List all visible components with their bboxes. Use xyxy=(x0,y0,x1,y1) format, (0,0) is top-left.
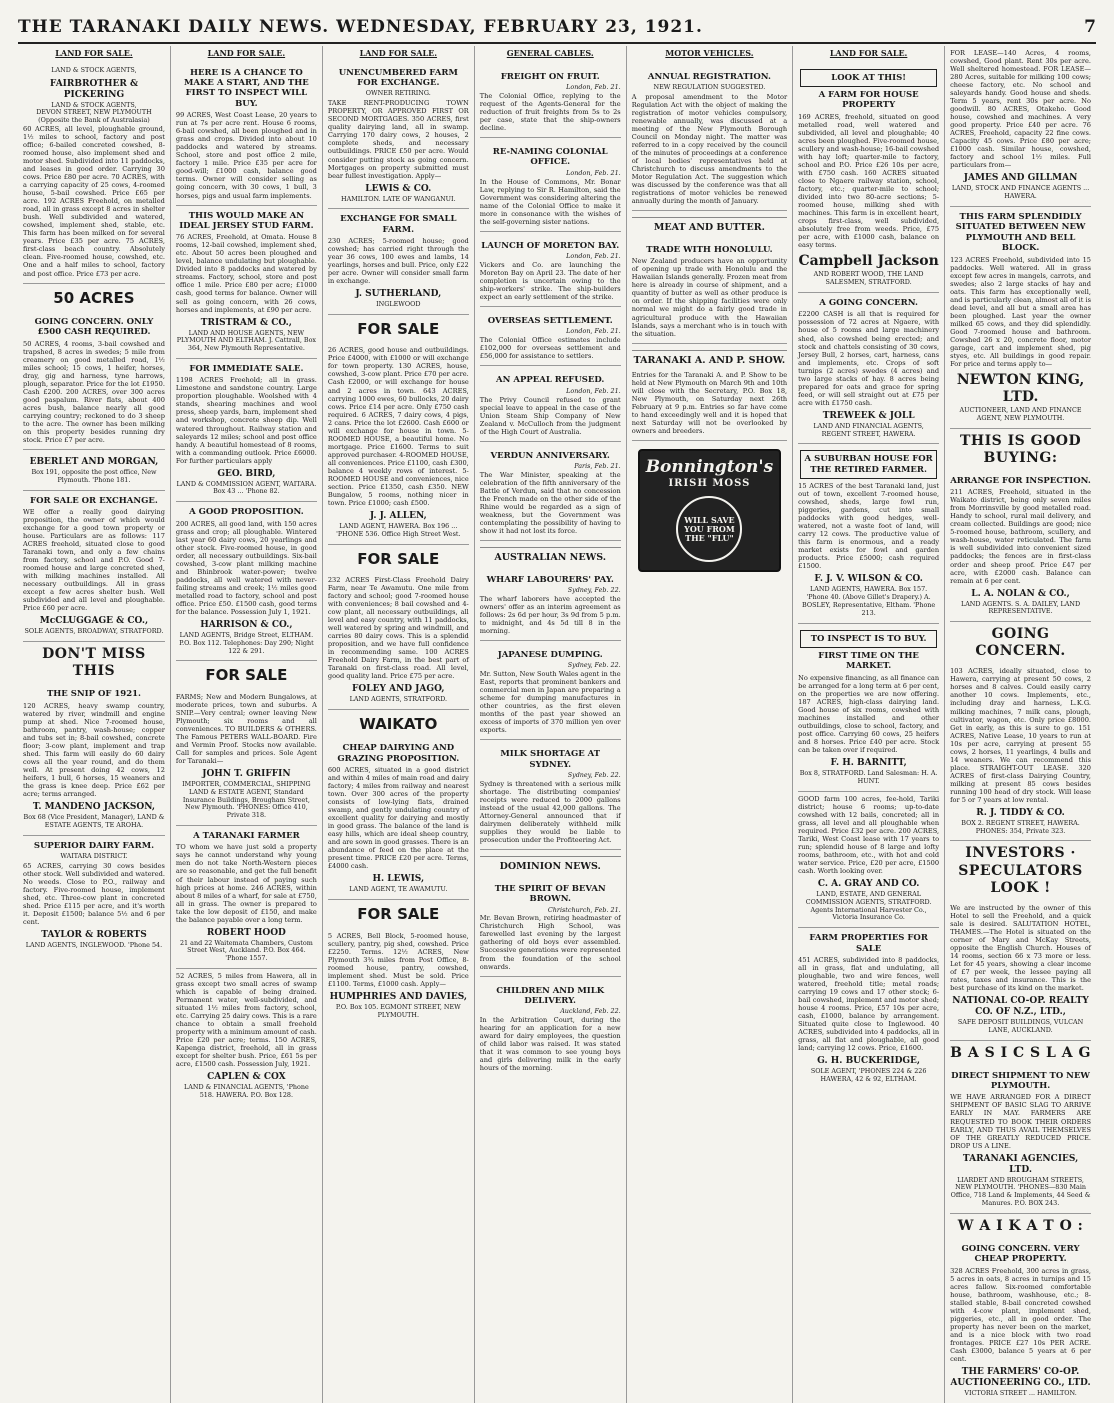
column-1 xyxy=(18,46,170,1403)
body-text: 99 ACRES, West Coast Lease, 20 years to run at 7s per acre rent. House 6 rooms, 6-bail cowshed, all been ploughed and in grass and crops. Divided into about 10 paddocks and watered by streams. School, store and post office 2 mile, factory 1 mile. Price £35 per acre for good-will; £1000 cash, balance good terms. Owner will consider selling as going concern, with 30 cows, 1 bull, 3 horses, pigs and usual farm implements. xyxy=(175,111,317,200)
firm-address: LAND AGENTS, INGLEWOOD. 'Phone 54. xyxy=(25,940,163,949)
ad-heading: A GOING CONCERN. xyxy=(819,298,918,309)
column-3 xyxy=(322,46,474,1403)
firm-name: TAYLOR & ROBERTS xyxy=(41,930,147,940)
advertisement xyxy=(328,343,469,544)
ad-heading: ANNUAL REGISTRATION. xyxy=(647,71,771,82)
firm-name: TARANAKI AGENCIES, LTD. xyxy=(962,1153,1079,1175)
page-number: 7 xyxy=(1084,17,1096,37)
tonic-product: IRISH MOSS xyxy=(668,478,751,490)
firm-address: AND ROBERT WOOD, THE LAND SALESMEN, STRATFORD. xyxy=(813,270,924,287)
body-text: 76 ACRES, Freehold, at Omata. House 8 rooms, 12-bail cowshed, implement shed, etc. About 50 acres been ploughed and level, balance undulating but ploughable. Divided into 8 paddocks and watered by streams. Factory, school, store and post office 1 mile. Price £80 per acre; £1000 cash, good terms for balance. Owner will sell as going concern, with 26 cows, horses and implements, at £90 per acre. xyxy=(175,233,317,314)
firm-address: LAND AGENTS. S. A. DAILEY, LAND REPRESENTATIVE. xyxy=(960,599,1081,616)
ad-heading: HERE IS A CHANCE TO MAKE A START, AND THE FIRST TO INSPECT WILL BUY. xyxy=(184,67,309,109)
news-article xyxy=(480,442,621,541)
ad-heading: A FARM FOR HOUSE PROPERTY xyxy=(818,90,919,111)
body-text: 200 ACRES, all good land, with 150 acres grass and crop; all ploughable. Wintered last year 60 dairy cows, 20 yearlings and other stock. Five-roomed house, in good order, all necessary outbuildings. Six-bail cowshed, 3-cow plant milking machine and Bhinbrook water-power; twelve paddocks, all well watered with never-failing streams and creek; 1½ miles good metalled road to factory, school and post office. Price £50. £1500 cash, good terms for the balance. Possession July 1, 1921. xyxy=(175,519,317,616)
ad-heading: SUPERIOR DAIRY FARM. xyxy=(33,840,155,851)
advertisement xyxy=(950,1066,1091,1214)
ad-heading: RE-NAMING COLONIAL OFFICE. xyxy=(492,147,608,168)
body-text: Mr. Sutton, New South Wales agent in the East, reports that prominent bankers and commercial men in Japan are preparing a scheme for dumping manufactures in other countries, as the first eleven months of the past year showed an excess of imports of 370 million yen over exports. xyxy=(479,670,621,735)
firm-name: JAMES AND GILLMAN xyxy=(963,173,1078,184)
body-text: In the Arbitration Court, during the hearing for an application for a new award for dairy employees, the question of child labor was raised. It was stated that it was common to see young boys and girls delivering milk in the early hours of the morning. xyxy=(479,1016,621,1073)
firm-address: LAND AGENTS, STRATFORD. xyxy=(349,695,448,704)
ad-heading: UNENCUMBERED FARM FOR EXCHANGE. xyxy=(338,67,458,89)
firm-name: EBERLET AND MORGAN, xyxy=(29,456,159,467)
news-article xyxy=(480,875,621,977)
newspaper-title: THE TARANAKI DAILY NEWS. WEDNESDAY, FEBRUARY 23, 1921. xyxy=(18,17,703,37)
display-heading: FOR SALE xyxy=(357,549,440,568)
advertisement xyxy=(176,826,317,969)
body-text: The Colonial Office estimates include £102,000 for overseas settlement and £56,000 for assistance to settlers. xyxy=(479,336,621,361)
body-text: GOOD farm 100 acres, fee-hold, Tariki district; house 6 rooms; up-to-date cowshed with 12 bails, concreted; all in grass, all level and all ploughable when required. Price £32 per acre. 200 ACRES, Tariki, West Coast lease with 17 years to run; splendid house of 8 large and lofty rooms, bathroom, etc., with hot and cold water service. Price, £20 per acre, £1500 cash. Worth looking over. xyxy=(798,794,940,875)
body-text: FARMS; New and Modern Bungalows, at moderate prices, town and suburbs. A SNIP.—Very central; owner leaving New Plymouth; six rooms and all conveniences. TO BUILDERS & OTHERS. The Famous PETERS WALL-BOARD. Fire and Vermin Proof. Stocks now available. Call for samples and prices. Sole Agent for Taranaki— xyxy=(175,692,317,765)
news-article xyxy=(480,641,621,740)
display-heading: FOR SALE xyxy=(357,905,440,924)
ad-heading: TRADE WITH HONOLULU. xyxy=(646,244,773,255)
body-text: Entries for the Taranaki A. and P. Show to be held at New Plymouth on March 9th and 10th will close with the Secretary, P.O. Box 18, New Plymouth, on Saturday next 26th February at 9 p.m. Entries so far have come to hand exceedingly well and it is hoped that next Saturday will not be overlooked by owners and breeders. xyxy=(631,371,788,436)
boxed-heading: A SUBURBAN HOUSE FOR THE RETIRED FARMER. xyxy=(800,450,937,479)
body-text: 328 ACRES Freehold, 300 acres in grass, 5 acres in oats, 8 acres in turnips and 15 acres fallow. Six-roomed comfortable house, bathroom, washhouse, etc.; 8-stalled stable, 8-bail concreted cowshed with 4-cow plant, implement shed, piggeries, etc., all in good order. The property has never been on the market, and is a nice block with two road frontages. PRICE £27 10s PER ACRE. Cash £3000, balance 5 years at 6 per cent. xyxy=(950,1266,1091,1363)
firm-name: McCLUGGAGE & CO., xyxy=(39,616,149,627)
ad-heading: CHEAP DAIRYING AND GRAZING PROPOSITION. xyxy=(337,743,460,764)
ad-heading: LAUNCH OF MORETON BAY. xyxy=(481,240,620,251)
firm-name: FOLEY AND JAGO, xyxy=(352,684,445,695)
advertisement xyxy=(328,738,469,900)
body-text: The Privy Council refused to grant special leave to appeal in the case of the Union Steam Ship Company of New Zealand v. McCulloch from the judgment of the High Court of Australia. xyxy=(479,395,621,436)
advertisement xyxy=(328,573,469,710)
news-article xyxy=(632,63,787,212)
advertisement xyxy=(798,624,939,792)
body-text: 123 ACRES Freehold, subdivided into 15 paddocks. Well watered. All in grass except few acres in mangels, carrots, and swedes; also 2 large stacks of hay and oats. This farm has exceptionally well, and is particularly clean, almost all of it is dead level, and all but a small area has been ploughed. Last year the owner milked 65 cows, and they did splendidly. Good 7-roomed house and bathroom. Cowshed 26 x 20, concrete floor, motor garage, cart and implement shed, pig styes, etc. All buildings in good repair. For price and terms apply to— xyxy=(950,255,1091,368)
advertisement xyxy=(176,969,317,1105)
body-text: Mr. Bevan Brown, retiring headmaster of Christchurch High School, was farewelled last evening by the largest gathering of old boys ever assembled. Successive generations were represented from the foundation of the school onwards. xyxy=(479,914,621,971)
firm-address: Box 8, STRATFORD. Land Salesman: H. A. HUNT. xyxy=(799,769,938,785)
ad-heading: EXCHANGE FOR SMALL FARM. xyxy=(340,214,457,235)
display-heading: THIS IS GOOD BUYING: xyxy=(959,432,1082,466)
body-text: 1198 ACRES Freehold; all in grass. Limestone and sandstone country. Large proportion ploughable. Woolshed with 4 stands, shearing machines and wool press, sheep yards, barn, implement shed and workshop, concrete sheep dip. Well watered throughout. Railway station and saleyards 12 miles; school and post office handy. A beautiful homestead of 8 rooms, with a commanding outlook. Price £6000. For further particulars apply xyxy=(175,376,317,465)
display-heading: INVESTORS · SPECULATORS LOOK ! xyxy=(958,845,1083,896)
body-text: 451 ACRES, subdivided into 8 paddocks, all in grass, flat and undulating, all ploughable, two and wire fences, well watered, freehold title; metal roads; carrying 19 cows and 17 other stock; 6-bail cowshed, implement and motor shed; house 4 rooms. Price, £57 10s per acre, cash, £1000, balance by arrangement. Situated quite close to Inglewood. 40 ACRES, subdivided into 4 paddocks, all in grass, all flat and ploughable, all good land; carrying 12 cows. Price, £1600. xyxy=(798,955,940,1053)
display-heading: GOING CONCERN. xyxy=(975,626,1066,660)
ad-heading: CHILDREN AND MILK DELIVERY. xyxy=(496,985,605,1006)
firm-address: SOLE AGENT, 'PHONES 224 & 226 HAWERA, 42 & 92, ELTHAM. xyxy=(810,1067,927,1084)
ad-heading: THIS FARM SPLENDIDLY SITUATED BETWEEN NEW PLYMOUTH AND BELL BLOCK. xyxy=(955,212,1086,254)
boxed-heading: LOOK AT THIS! xyxy=(800,69,937,87)
advertisement xyxy=(176,206,317,359)
column-4 xyxy=(474,46,626,1403)
advertisement xyxy=(950,901,1091,1041)
body-text: WE HAVE ARRANGED FOR A DIRECT SHIPMENT OF BASIC SLAG TO ARRIVE EARLY IN MAY. FARMERS ARE REQUESTED TO BOOK THEIR ORDERS EARLY, AND THUS AVAIL THEMSELVES OF THE GREATLY REDUCED PRICE. DROP US A LINE. xyxy=(950,1093,1091,1150)
ad-heading: THE SPIRIT OF BEVAN BROWN. xyxy=(494,883,606,905)
advertisement xyxy=(176,690,317,826)
display-heading: FOR SALE xyxy=(357,320,440,339)
ad-heading: MILK SHORTAGE AT SYDNEY. xyxy=(500,749,601,770)
dateline: Auckland, Feb. 22. xyxy=(560,1007,621,1016)
masthead-rule xyxy=(18,42,1096,44)
firm-address: LAND & COMMISSION AGENT, WAITARA. Box 43 ... 'Phone 82. xyxy=(176,479,317,496)
firm-name: TRISTRAM & CO., xyxy=(200,317,292,328)
tonic-advertisement xyxy=(638,449,781,572)
body-text: Vickers and Co. are launching the Moreton Bay on April 23. The date of her completion is uncertain owing to the ship-workers' strike. The ship-builders expect an early settlement of the strike. xyxy=(479,260,621,302)
advertisement xyxy=(176,63,317,206)
firm-notice xyxy=(23,450,165,491)
advertisement xyxy=(328,209,469,315)
firm-name: NEWTON KING, LTD. xyxy=(956,371,1085,406)
ad-heading: DIRECT SHIPMENT TO NEW PLYMOUTH. xyxy=(951,1070,1090,1092)
ad-heading: FIRST TIME ON THE MARKET. xyxy=(818,651,919,672)
firm-name: J. SUTHERLAND, xyxy=(355,289,442,300)
display-heading: W A I K A T O : xyxy=(957,1217,1084,1234)
advertisement xyxy=(23,312,165,450)
ad-heading: FOR SALE OR EXCHANGE. xyxy=(30,495,158,506)
body-text: 103 ACRES, ideally situated, close to Hawera, carrying at present 50 cows, 2 horses and 8 calves. Could easily carry another 10 cows. Implements, etc., including dray and harness, L.K.G. milking machines, 7 milk cans, plough, cultivator, wagon, etc. Only price £8000. Get in early, as this is sure to go. 151 ACRES, Native Lease, 10 years to run at 10s per acre, carrying at present 55 cows, 2 horses, 11 yearlings, 4 bulls and 14 weaners. We can recommend this place. STRAIGHT-OUT LEASE. 320 ACRES of first-class Dairying Country, milking at present 85 cows besides running 100 head of dry stock. Will lease for 5 or 7 years at low rental. xyxy=(950,667,1091,804)
body-text: 120 ACRES, heavy swamp country, watered by river, windmill and engine pump at shed. Nice 7-roomed house, bathroom, pantry, wash-house; copper and tubs set in; 8-bail cowshed, concrete floor; 3-cow plant, implement and trap shed. This farm will easily do 60 dairy cows all the year round, and do them well. At present doing 42 cows, 12 heifers, 1 bull, 6 horses, 15 weaners and the grass is knee deep. Price £62 per acre; terms arranged. xyxy=(23,701,165,798)
body-text: WE offer a really good dairying proposition, the owner of which would exchange for a good town property or house. Particulars are as follows: 117 ACRES freehold, situated close to good Taranaki town, and only a few chains from factory, school and P.O. Good 7-roomed house and large concreted shed, with milking machines installed. All necessary outbuildings. All in grass except a few acres shelter bush. Well subdivided and all level and ploughable. Price £60 per acre. xyxy=(23,507,165,613)
firm-address: LAND AGENTS, HAWERA. Box 157. 'Phone 40. (Above Gillet's Drapery.) A. BOSLEY, Representative, Eltham. 'Phone 213. xyxy=(802,585,936,617)
body-text: The wharf laborers have accepted the owners' offer as an interim agreement as follows: 2s 6d per hour, 3s 9d from 5 p.m. to midnight, and 4s 5d till 8 in the morning. xyxy=(479,594,621,636)
ad-heading: FARM PROPERTIES FOR SALE xyxy=(809,933,928,954)
column-header: LAND FOR SALE. xyxy=(55,48,133,58)
firm-subtitle: LAND & STOCK AGENTS, xyxy=(51,100,137,109)
news-article xyxy=(632,236,787,344)
firm-name: CAPLEN & COX xyxy=(207,1072,286,1083)
body-text: 65 ACRES, carrying 30 cows besides other stock. Well subdivided and watered. No weeds. Close to P.O., railway and factory. Five-roomed house, implement shed, etc. Three-cow plant in concreted shed. Price £115 per acre, and it's worth it. Deposit £1500; balance 5½ and 6 per cent. xyxy=(23,861,165,926)
news-article xyxy=(480,232,621,307)
advertisement xyxy=(798,63,939,293)
advertisement xyxy=(23,684,165,835)
firm-address: AUCTIONEER, LAND AND FINANCE AGENT, NEW PLYMOUTH. xyxy=(959,406,1082,422)
firm-name: C. A. GRAY AND CO. xyxy=(817,878,920,889)
body-text: 5 ACRES, Bell Block, 5-roomed house, scullery, pantry, pig shed, cowshed. Price £2250. Terms. 12½ ACRES, New Plymouth 3¾ miles from Post Office, 8-roomed house, pantry, cowshed, implement shed. Must be sold. Price £1100. Terms, £1000 cash. Apply— xyxy=(327,931,469,988)
news-article xyxy=(480,307,621,366)
firm-name: HUMPHRIES AND DAVIES, xyxy=(329,991,468,1002)
firm-name: H. LEWIS, xyxy=(372,874,425,885)
display-heading: B A S I C S L A G xyxy=(950,1044,1091,1061)
dateline: Sydney, Feb. 22. xyxy=(567,661,621,670)
body-text: The Colonial Office, replying to the request of the Agents-General for the reduction of fruit freights from 5s to 2s per case, state that the ship-owners decline. xyxy=(479,91,621,133)
firm-name: T. MANDENO JACKSON, xyxy=(32,801,156,812)
news-article xyxy=(480,366,621,441)
advertisement xyxy=(798,444,939,623)
ad-heading: WHARF LABOURERS' PAY. xyxy=(486,574,614,585)
column-header: LAND FOR SALE. xyxy=(829,48,908,58)
firm-address: Box 191, opposite the post office, New Plymouth. 'Phone 181. xyxy=(31,467,157,484)
firm-address: 21 and 22 Waitemata Chambers, Custom Street West, Auckland. P.O. Box 464. 'Phone 1557. xyxy=(179,938,313,963)
firm-name: HARRISON & CO., xyxy=(200,620,293,630)
dateline: Sydney, Feb. 22. xyxy=(567,586,621,595)
advertisement xyxy=(176,502,317,661)
dateline: London, Feb. 21. xyxy=(566,168,621,177)
firm-name: R. J. TIDDY & CO. xyxy=(976,807,1065,818)
column-header: GENERAL CABLES. xyxy=(506,48,594,58)
firm-name: GEO. BIRD, xyxy=(217,468,276,479)
news-article xyxy=(480,138,621,232)
column-6 xyxy=(792,46,944,1403)
firm-name: L. A. NOLAN & CO., xyxy=(971,588,1070,599)
ad-heading: VERDUN ANNIVERSARY. xyxy=(490,450,610,461)
body-text: 230 ACRES; 5-roomed house; good cowshed; has carried right through the year 36 cows, 100 ewes and lambs, 14 yearlings, horses and bull. Price, only £22 per acre. Owner will consider small farm in exchange. xyxy=(327,237,469,286)
section-heading: MEAT AND BUTTER. xyxy=(632,217,787,234)
body-text: Sydney is threatened with a serious milk shortage. The distributing companies' receipts were reduced to 2000 gallons instead of the usual 42,000 gallons. The Attorney-General announced that if dairymen deliberately withheld milk supplies they would be liable to prosecution under the Profiteering Act. xyxy=(479,780,621,845)
firm-address: DEVON STREET, NEW PLYMOUTH xyxy=(36,108,152,117)
dateline: Christchurch, Feb. 21. xyxy=(547,905,621,914)
firm-address: LIARDET AND BROUGHAM STREETS, NEW PLYMOUTH. 'PHONES—830 Main Office, 718 Land & Implements, 44 Seed & Manures. P.O. BOX 243. xyxy=(950,1175,1091,1208)
firm-note: (Opposite the Bank of Australasia) xyxy=(38,116,150,125)
advertisement xyxy=(176,359,317,502)
advertisement xyxy=(23,836,165,955)
firm-address: LAND AGENT, HAWERA. Box 196 ... 'PHONE 536. Office High Street West. xyxy=(336,521,461,538)
firm-address: LAND, ESTATE, AND GENERAL COMMISSION AGENTS, STRATFORD. Agents International Harvester Co., Victoria Insurance Co. xyxy=(805,889,932,922)
ad-heading: FOR IMMEDIATE SALE. xyxy=(189,363,304,374)
section-heading: TARANAKI A. AND P. SHOW. xyxy=(632,350,787,367)
body-text: TAKE RENT-PRODUCING TOWN PROPERTY, OR APPROVED FIRST OR SECOND MORTGAGES. 350 ACRES, first quality dairying land, all in swamp. Carrying 170 dairy cows, 2 houses, 2 complete sheds, and necessary outbuildings. PRICE £50 per acre. Would consider putting stock as going concern. Mortgages on property submitted must bear fullest investigation. Apply— xyxy=(327,99,469,180)
display-heading: WAIKATO xyxy=(359,715,438,734)
columns-container xyxy=(18,46,1096,1397)
display-heading: FOR SALE xyxy=(205,666,288,685)
firm-name: NATIONAL CO-OP. REALTY CO. OF N.Z., LTD., xyxy=(952,996,1089,1018)
dateline: Paris, Feb. 21. xyxy=(574,462,621,471)
column-5 xyxy=(626,46,792,1403)
firm-address: SOLE AGENTS, BROADWAY, STRATFORD. xyxy=(24,627,164,636)
masthead xyxy=(18,16,1096,38)
body-text: New Zealand producers have an opportunity of opening up trade with Honolulu and the Hawaiian Islands generally. Frozen meat from here is already in course of shipment, and a quantity of butter as well as other produce is on order. If the shipping facilities were only normal we might do a fairly good trade in agricultural produce with the Hawaiian Islands, says a merchant who is in touch with the situation. xyxy=(631,257,788,338)
tonic-brand: Bonnington's xyxy=(645,457,774,478)
body-text: 169 ACRES, freehold, situated on good metalled road, well watered and subdivided, all level and ploughable; 40 acres been ploughed. Five-roomed house, scullery and wash-house; 16-bail cowshed with hay loft; quarter-mile to factory, school and P.O. Price £26 10s per acre, with £750 cash. 160 ACRES situated close to Ngaere railway station, school, factory, etc.; quarter-mile to school; divided into two 80-acre sections; 5-roomed house, milking shed with machines. This farm is in excellent heart, crops first-class, well subdivided, absolutely free from weeds. Price, £75 per acre, with £1000 cash, balance on easy terms. xyxy=(798,112,940,250)
ad-heading: GOING CONCERN. ONLY £500 CASH REQUIRED. xyxy=(34,316,154,338)
news-article xyxy=(480,977,621,1078)
advertisement xyxy=(798,792,939,929)
tonic-badge: WILL SAVE YOU FROM THE "FLU" xyxy=(676,496,742,562)
column-7 xyxy=(944,46,1096,1403)
firm-name: THE FARMERS' CO-OP. AUCTIONEERING CO., LTD. xyxy=(950,1367,1091,1388)
firm-name: FAIRBROTHER & PICKERING xyxy=(49,78,139,100)
body-text: 600 ACRES, situated in a good district and within 4 miles of main road and dairy factory; 4 miles from railway and nearest town. Over 300 acres of the property consists of low-lying flats, drained swamp, and gently undulating country of excellent quality for dairying and mostly in good grass. The balance of the land is easy hills, which are ideal sheep country, and are sown in good grasses. There is an abundance of feed on the place at the present time. PRICE £20 per acre. Terms, £4000 cash. xyxy=(327,766,469,871)
ad-heading: ARRANGE FOR INSPECTION. xyxy=(950,475,1091,486)
dateline: London, Feb. 21. xyxy=(566,327,621,336)
ad-heading: JAPANESE DUMPING. xyxy=(497,650,603,661)
advertisement xyxy=(950,1239,1091,1403)
firm-name: TREWEEK & JOLL xyxy=(822,410,915,421)
ad-body: 60 ACRES, all level, ploughable ground, 1½ miles to school, factory and post office; 6-bailed concreted cowshed, 8-roomed house, also implement shed and motor shed. Subdivided into 11 paddocks, and leases in good order. Carrying 30 cows. Price £80 per acre. 70 ACRES, with a carrying capacity of 25 cows, 4-roomed house, 5-bail cowshed. Price £65 per acre. 192 ACRES Freehold, on metalled road, all in grass except 8 acres in shelter bush. Well subdivided and watered, cowshed, implement shed, stable, etc. This farm has been milked on for several years. Price £35 per acre. 75 ACRES, first-class beach country. Absolutely clean. Five-roomed house, cowshed, etc. One and a half miles to school, factory and post office. Price £73 per acre. xyxy=(23,124,165,278)
ad-heading: AN APPEAL REFUSED. xyxy=(496,375,605,386)
body-text: A proposal amendment to the Motor Regulation Act with the object of making the registration of motor vehicles compulsory, renewable annually, was discussed at a meeting of the New Plymouth Borough Council on Monday night. The matter was referred to in a copy received by the council of the minutes of proceedings at a conference of local bodies' representatives held at Christchurch to discuss amendments to the Motor Regulation Act. The suggestion which was discussed by the conference was that all registrations of motor vehicles be renewed annually during the month of January. xyxy=(631,92,788,206)
ad-heading: THE SNIP OF 1921. xyxy=(46,689,141,700)
news-article xyxy=(632,368,787,441)
firm-name: ROBERT HOOD xyxy=(206,927,286,938)
dateline: London, Feb. 21. xyxy=(566,83,621,92)
firm-address: INGLEWOOD xyxy=(376,300,421,309)
advertisement xyxy=(950,207,1091,429)
advertisement xyxy=(950,471,1091,622)
firm-address: BOX 2. REGENT STREET, HAWERA. PHONES: 354, Private 323. xyxy=(961,818,1080,835)
firm-name: Campbell Jackson xyxy=(798,253,939,270)
ad-heading: A GOOD PROPOSITION. xyxy=(189,507,304,518)
ad-heading: FREIGHT ON FRUIT. xyxy=(500,71,600,82)
firm-name: LEWIS & CO. xyxy=(365,183,432,194)
ad-subheading: OWNER RETIRING. xyxy=(365,89,431,98)
ad-heading: THIS WOULD MAKE AN IDEAL JERSEY STUD FARM. xyxy=(179,210,314,231)
display-heading: 50 ACRES xyxy=(53,288,135,307)
body-text: We are instructed by the owner of this Hotel to sell the Freehold, and a quick sale is desired. SALUTATION HOTEL, THAMES.—The Hotel is situated on the corner of Mary and McKay Streets, opposite the English Church. Houses of 14 rooms, section 66 x 73 more or less. Let for 45 years, showing a clear income of £7 per week, the lessee paying all rates, taxes and insurance. This is the best purchase of its kind on the market. xyxy=(950,903,1091,993)
firm-address: HAMILTON. LATE OF WANGANUI. xyxy=(341,194,456,203)
ad-heading: OVERSEAS SETTLEMENT. xyxy=(487,316,613,327)
advertisement xyxy=(798,928,939,1089)
firm-address: LAND, STOCK AND FINANCE AGENTS ... HAWERA. xyxy=(951,184,1090,201)
advertisement xyxy=(328,63,469,210)
body-text: TO whom we have just sold a property says he cannot understand why young men do not take North-Western pieces are so reasonable, and get the full benefit of their labour instead of paying such high prices at home. 246 ACRES, within about 8 miles of a wharf, for sale at £750, all in grass. The owner is prepared to take the low deposit of £150, and make the balance payable over a long term. xyxy=(175,843,317,924)
section-heading: AUSTRALIAN NEWS. xyxy=(480,547,621,564)
body-text: 50 ACRES, 4 rooms, 3-bail cowshed and trapshed, 8 acres in swedes; 5 mile from creamery on good metalled road, 1½ miles school; 15 cows, 1 heifer, horses, dray, gig and harness, tyne harrows, plough, separator. Price for the lot £1950. Cash £200. 200 ACRES, over 300 acres good paspalum. River flats, about 400 acres bush, balance nearly all good carrying country; reckoned to do 3 sheep to the acre. The owner has been milking on this property besides running dry stock. Price £7 per acre. xyxy=(23,339,165,444)
display-heading: DON'T MISS THIS xyxy=(42,646,146,680)
advertisement xyxy=(798,293,939,444)
ad-heading: GOING CONCERN. VERY CHEAP PROPERTY. xyxy=(961,1243,1080,1265)
firm-name: G. H. BUCKERIDGE, xyxy=(817,1056,921,1067)
firm-name: J. J. ALLEN, xyxy=(369,510,427,521)
body-text: 211 ACRES, Freehold, situated in the Waikato district, being only seven miles from Morrinsville by good metalled road. Handy to school, rural mail delivery, and cream collected. Buildings are good; nice 5-roomed house, bathroom, scullery, and wash-house, water reticulated. The farm is well subdivided into convenient sized paddocks; the fences are in first-class order and sheep proof. Price £47 per acre, with £2000 cash. Balance can remain at 6 per cent. xyxy=(950,488,1091,585)
firm-address: LAND & FINANCIAL AGENTS, 'Phone 518. HAWERA. P.O. Box 128. xyxy=(184,1083,309,1100)
section-heading: DOMINION NEWS. xyxy=(480,856,621,873)
ad-subheading: LAND & STOCK AGENTS, xyxy=(51,65,137,74)
firm-address: Box 68 (Vice President, Manager), LAND & ESTATE AGENTS, TE AROHA. xyxy=(23,812,165,829)
firm-address: P.O. Box 105. EGMONT STREET, NEW PLYMOUTH. xyxy=(335,1002,461,1019)
advertisement xyxy=(950,664,1091,841)
firm-address: IMPORTER, COMMERCIAL, SHIPPING LAND & ESTATE AGENT, Standard Insurance Buildings, Brougham Street, New Plymouth. 'PHONES: Office 410, Private 318. xyxy=(182,779,311,820)
body-text: FOR LEASE—140 Acres, 4 rooms, cowshed, Good plant. Rent 30s per acre. Well sheltered homestead. FOR LEASE—280 Acres, suitable for milking 100 cows; cheese factory, etc. No school and saleyards handy. Good house and sheds. Term 5 years, rent 30s per acre. No goodwill. 80 ACRES, Otakeho. Good house, cowshed and machines. A very good property. Price £40 per acre. 76 ACRES, Freehold, capacity 22 fine cows. Capacity 45 cows. Price £80 per acre; £1000 cash. Similar house, cowshed, factory and school 1½ miles. Full particulars from— xyxy=(950,49,1091,170)
body-text: No expensive financing, as all finance can be arranged for a long term at 6 per cent, on the properties we are now offering. 187 ACRES, high-class dairying land. Good house of six rooms, cowshed with machines installed and other outbuildings, close to school, factory, and post office. Carrying 60 cows, 25 heifers and 8 horses. Price £40 per acre. Stock can be taken over if required. xyxy=(798,673,940,755)
body-text: The War Minister, speaking at the celebration of the fifth anniversary of the Battle of Verdun, said that no concession the French made on the other side of the Rhine would be regarded as a sign of weakness, but the Government was contemplating the possibility of having to show it had not lost its force. xyxy=(479,470,621,536)
body-text: 52 ACRES, 5 miles from Hawera, all in grass except two small acres of swamp which is capable of being drained. Permanent water, well-subdivided, and situated 1½ miles from factory, school, etc. Carrying 25 dairy cows. This is a rare chance to obtain a small freehold property with a minimum amount of cash. Price £20 per acre; terms. 150 ACRES, Kapenga district, freehold, all in grass except for shelter bush. Price, £61 5s per acre, £1500 cash. Possession July, 1921. xyxy=(175,972,317,1069)
body-text: 232 ACRES First-Class Freehold Dairy Farm, near Te Awamutu. One mile from factory and school; good 7-roomed house with conveniences; 8 bail cowshed and 4-cow plant, all necessary outbuildings, all level and easy country, with 11 paddocks, well watered by spring and windmill, and carries 80 dairy cows. This is a splendid proposition, and we have full confidence in recommending same. 100 ACRES Freehold Dairy Farm, in the best part of Taranaki on first-class road. All level, good quality land. Price £75 per acre. xyxy=(327,575,469,681)
column-header: LAND FOR SALE. xyxy=(207,48,286,58)
firm-address: LAND AGENTS, Bridge Street, ELTHAM. P.O. Box 112. Telephones: Day 290; Night 122 & 291. xyxy=(179,630,314,655)
firm-name: JOHN T. GRIFFIN xyxy=(202,768,291,779)
news-article xyxy=(480,566,621,641)
boxed-heading: TO INSPECT IS TO BUY. xyxy=(800,630,937,648)
advertisement xyxy=(23,63,165,284)
dateline: Sydney, Feb. 22. xyxy=(567,771,621,780)
news-article xyxy=(480,740,621,850)
advertisement xyxy=(950,46,1091,207)
ad-subheading: WAITARA DISTRICT. xyxy=(60,851,128,860)
dateline: London, Feb. 21. xyxy=(566,386,621,395)
firm-address: SAFE DEPOSIT BUILDINGS, VULCAN LANE, AUCKLAND. xyxy=(957,1018,1084,1034)
news-article xyxy=(480,63,621,138)
column-header: LAND FOR SALE. xyxy=(359,48,438,58)
dateline: London, Feb. 21. xyxy=(566,252,621,261)
body-text: 15 ACRES of the best Taranaki land, just out of town, excellent 7-roomed house, cowshed, sheds, large fowl run, piggeries, gardens, cut into small paddocks with good hedges, well-watered, not a waste foot of land, will carry 12 cows. The productive value of this farm is enormous, and a ready market exists for fowl and garden products. Price £5000; cash required £1500. xyxy=(798,482,940,571)
firm-address: LAND AGENT, TE AWAMUTU. xyxy=(349,885,448,894)
firm-name: F. J. V. WILSON & CO. xyxy=(814,574,923,585)
ad-subheading: NEW REGULATION SUGGESTED. xyxy=(653,83,766,92)
advertisement xyxy=(23,491,165,643)
firm-address: LAND AND FINANCIAL AGENTS, REGENT STREET, HAWERA. xyxy=(813,421,924,438)
firm-address: LAND AND HOUSE AGENTS, NEW PLYMOUTH AND ELTHAM. J. Cattrall, Box 364, New Plymouth Representative. xyxy=(176,328,317,353)
body-text: £2200 CASH is all that is required for possession of 72 acres at Ngaere, with house of 5 rooms and large machinery shed, also cowshed being erected; and stock and chattels consisting of 30 cows, Jersey Bull, 2 horses, cart, harness, cans and implements, etc. Crops of soft turnips (2 acres) swedes (4 acres) and two large stacks of hay. 8 acres being prepared for oats and grace for spring feed, or will sell straight out at £75 per acre with £1750 cash. xyxy=(798,310,940,407)
firm-name: F. H. BARNITT, xyxy=(830,758,907,769)
body-text: 26 ACRES, good house and outbuildings. Price £4000, with £1000 or will exchange for town property. 130 ACRES, house, cowshed, 3-cow plant. Price £70 per acre. Cash £2000, or will exchange for house and 2 acres in town. 643 ACRES, carrying 1000 ewes, 60 bullocks, 20 dairy cows. Price £14 per acre. Only £750 cash required. 6 ACRES, 7 dairy cows, 4 pigs, 2 cans. Price the lot £2600. Cash £600 or will exchange for house in town. 5-ROOMED HOUSE, a beautiful home. No mortgage. Price £1600. Terms to suit approved purchaser. 4-ROOMED HOUSE, all conveniences. Price £1100, cash £300, balance 4 weekly rows of interest. 5-ROOMED HOUSE and conveniences, nice section. Price £1350, cash £350. NEW Bungalow, 5 rooms, nothing nicer in town. Price £1000; cash £500. xyxy=(327,346,469,507)
body-text: In the House of Commons, Mr. Bonar Law, replying to Sir R. Hamilton, said the Government was considering altering the name of the Colonial Office to make it more in consonance with the wishes of the self-governing sister nations. xyxy=(479,177,621,226)
advertisement xyxy=(328,929,469,1025)
ad-heading: A TARANAKI FARMER xyxy=(193,831,300,842)
column-2 xyxy=(170,46,322,1403)
firm-address: VICTORIA STREET ... HAMILTON. xyxy=(964,1388,1077,1397)
column-header: MOTOR VEHICLES. xyxy=(665,48,754,58)
